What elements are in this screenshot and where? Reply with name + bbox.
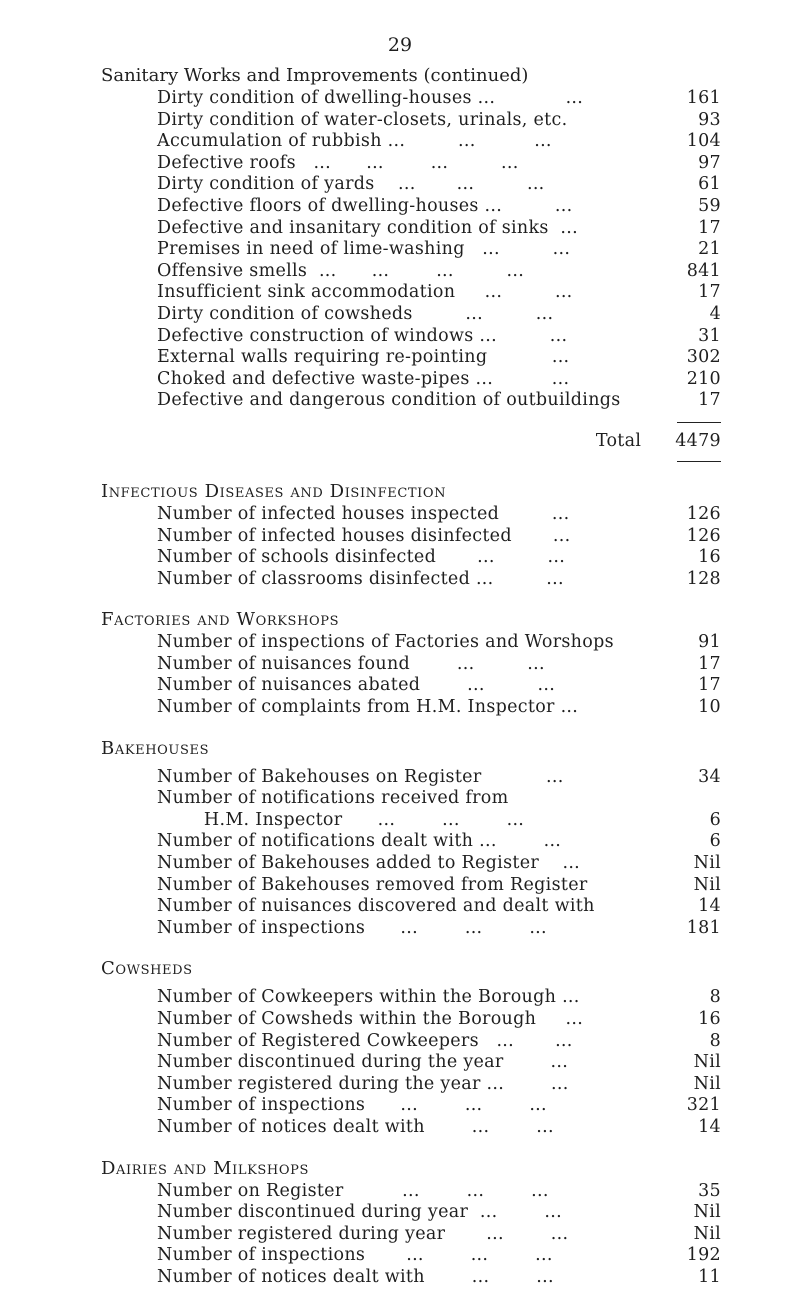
- row-value: 14: [698, 1116, 721, 1137]
- row-label: Number of inspections of Factories and Worshops: [157, 632, 614, 653]
- table-row: [157, 654, 721, 676]
- table-row: [157, 304, 721, 326]
- table-row: [157, 369, 721, 391]
- section-heading-sanitary: Sanitary Works and Improvements (continued): [101, 65, 529, 86]
- row-value: 17: [698, 390, 721, 411]
- table-row: [157, 697, 721, 719]
- row-label: Number of Registered Cowkeepers ... ...: [157, 1030, 573, 1051]
- table-row: [157, 1009, 721, 1031]
- row-label: Number of nuisances found ... ...: [157, 653, 545, 674]
- table-row: [157, 326, 721, 348]
- row-label: Accumulation of rubbish ... ... ...: [157, 131, 552, 152]
- row-value: 126: [686, 503, 721, 524]
- section-heading-infectious: Infectious Diseases and Disinfection: [101, 480, 447, 502]
- row-value: 17: [698, 217, 721, 238]
- row-value: 16: [698, 1009, 721, 1029]
- table-row: [157, 526, 721, 548]
- table-row: [157, 131, 721, 153]
- section-heading-bakehouses: Bakehouses: [101, 737, 210, 759]
- row-label: Offensive smells ... ... ... ...: [157, 260, 525, 281]
- row-value: 91: [698, 632, 721, 653]
- table-row: [157, 347, 721, 369]
- row-label: Number of notices dealt with ... ...: [157, 1116, 554, 1137]
- row-label: Number of Cowkeepers within the Borough ...: [157, 987, 580, 1008]
- row-value: 17: [698, 282, 721, 303]
- table-row: [157, 153, 721, 175]
- row-label: Number of nuisances abated ... ...: [157, 675, 556, 696]
- row-value: 8: [709, 1030, 721, 1051]
- infectious-list: [101, 504, 721, 590]
- row-label: Number of notifications dealt with ... ...: [157, 831, 562, 852]
- row-label: Number of inspections ... ... ...: [157, 1245, 553, 1266]
- row-value: 6: [709, 831, 721, 852]
- row-value: 8: [709, 987, 721, 1008]
- row-label: Number of schools disinfected ... ...: [157, 547, 566, 568]
- total-rule-top: [677, 422, 721, 423]
- table-row: [157, 261, 721, 283]
- total-label: Total: [595, 430, 642, 451]
- row-value: 16: [698, 547, 721, 568]
- table-row: [157, 987, 721, 1009]
- table-row: [157, 1202, 721, 1224]
- row-value: Nil: [693, 1052, 721, 1073]
- cowsheds-list: [101, 987, 721, 1138]
- row-label: Number of Bakehouses added to Register ...: [157, 853, 581, 874]
- row-label: Defective roofs ... ... ... ...: [157, 152, 519, 173]
- table-row: [157, 196, 721, 218]
- row-value: Nil: [693, 1202, 721, 1223]
- section-heading-dairies: Dairies and Milkshops: [101, 1157, 309, 1179]
- page-number: 29: [387, 34, 413, 56]
- row-value: 93: [698, 109, 721, 130]
- table-row: [157, 569, 721, 591]
- row-label: Number on Register ... ... ...: [157, 1180, 549, 1201]
- document-body: [101, 64, 721, 1289]
- row-value: 841: [686, 260, 721, 281]
- row-value: 192: [686, 1245, 721, 1266]
- row-label: Premises in need of lime-washing ... ...: [157, 239, 571, 260]
- table-row: [157, 810, 721, 832]
- row-label: Insufficient sink accommodation ... ...: [157, 282, 573, 303]
- row-value: Nil: [693, 1073, 721, 1094]
- table-row: [157, 788, 721, 810]
- section-heading-factories: Factories and Workshops: [101, 609, 340, 631]
- row-label: Number of classrooms disinfected ... ...: [157, 568, 564, 589]
- row-label: Number of Bakehouses removed from Register: [157, 874, 588, 895]
- table-row: [157, 88, 721, 110]
- dairies-list: [101, 1181, 721, 1289]
- table-row: [157, 896, 721, 918]
- row-value: 97: [698, 152, 721, 173]
- row-value: Nil: [693, 853, 721, 874]
- row-value: 31: [698, 325, 721, 346]
- row-label: Dirty condition of water-closets, urinals, etc.: [157, 109, 568, 130]
- factories-list: [101, 632, 721, 718]
- row-label: Number of Cowsheds within the Borough ...: [157, 1009, 584, 1029]
- row-value: 210: [686, 368, 721, 389]
- table-row: [157, 1267, 721, 1289]
- table-row: [157, 632, 721, 654]
- row-label: Dirty condition of yards ... ... ...: [157, 174, 545, 195]
- total-value: 4479: [675, 430, 721, 451]
- total-row: [101, 431, 721, 451]
- row-value: 11: [698, 1266, 721, 1287]
- table-row: [157, 1074, 721, 1096]
- row-label: Number of Bakehouses on Register ...: [157, 766, 564, 787]
- row-label: Number discontinued during the year ...: [157, 1052, 569, 1073]
- table-row: [157, 767, 721, 789]
- table-row: [157, 1224, 721, 1246]
- table-row: [157, 1245, 721, 1267]
- row-value: 104: [686, 131, 721, 152]
- table-row: [157, 282, 721, 304]
- row-value: 6: [709, 809, 721, 830]
- row-label: Choked and defective waste-pipes ... ...: [157, 368, 570, 389]
- row-value: 17: [698, 653, 721, 674]
- row-label: Number of complaints from H.M. Inspector ...: [157, 697, 579, 718]
- table-row: [157, 918, 721, 940]
- row-label: Number of notices dealt with ... ...: [157, 1266, 554, 1287]
- row-value: 181: [686, 917, 721, 938]
- row-label: Number of notifications received from: [157, 788, 509, 809]
- total-rule-bottom: [677, 461, 721, 462]
- row-value: 321: [686, 1095, 721, 1116]
- table-row: [157, 390, 721, 412]
- row-value: 59: [698, 195, 721, 216]
- row-label: H.M. Inspector ... ... ...: [157, 809, 525, 830]
- row-value: 4: [709, 303, 721, 324]
- table-row: [157, 1181, 721, 1203]
- row-label: Dirty condition of cowsheds ... ...: [157, 303, 554, 324]
- table-row: [157, 1117, 721, 1139]
- row-value: 14: [698, 896, 721, 917]
- table-row: [157, 1031, 721, 1053]
- table-row: [157, 239, 721, 261]
- section-heading-cowsheds: Cowsheds: [101, 958, 193, 980]
- row-label: Dirty condition of dwelling-houses ... ...: [157, 88, 584, 108]
- row-label: Defective floors of dwelling-houses ... ...: [157, 195, 573, 216]
- row-label: Number registered during the year ... ...: [157, 1073, 569, 1094]
- table-row: [157, 110, 721, 132]
- row-value: 126: [686, 525, 721, 546]
- table-row: [157, 831, 721, 853]
- table-row: [157, 675, 721, 697]
- table-row: [157, 218, 721, 240]
- row-value: 61: [698, 174, 721, 195]
- row-value: 34: [698, 766, 721, 787]
- row-label: Number of nuisances discovered and dealt with: [157, 896, 595, 917]
- row-label: Number of inspections ... ... ...: [157, 1095, 547, 1116]
- row-label: Defective construction of windows ... ...: [157, 325, 568, 346]
- row-value: 10: [698, 697, 721, 718]
- row-value: 161: [686, 88, 721, 108]
- table-row: [157, 1095, 721, 1117]
- row-value: 17: [698, 675, 721, 696]
- row-value: Nil: [693, 1223, 721, 1244]
- row-value: 21: [698, 239, 721, 260]
- row-label: Number of infected houses disinfected ...: [157, 525, 571, 546]
- table-row: [157, 504, 721, 526]
- row-label: Defective and insanitary condition of sinks ...: [157, 217, 578, 238]
- row-value: 128: [686, 568, 721, 589]
- row-label: External walls requiring re-pointing ...: [157, 347, 570, 368]
- row-label: Number of inspections ... ... ...: [157, 917, 547, 938]
- row-label: Number registered during year ... ...: [157, 1223, 569, 1244]
- row-label: Number discontinued during year ... ...: [157, 1202, 562, 1223]
- table-row: [157, 1052, 721, 1074]
- table-row: [157, 875, 721, 897]
- table-row: [157, 547, 721, 569]
- sanitary-list: [101, 88, 721, 412]
- row-value: Nil: [693, 874, 721, 895]
- table-row: [157, 853, 721, 875]
- row-value: 302: [686, 347, 721, 368]
- row-value: 35: [698, 1180, 721, 1201]
- table-row: [157, 174, 721, 196]
- row-label: Number of infected houses inspected ...: [157, 503, 570, 524]
- bakehouses-list: [101, 767, 721, 940]
- row-label: Defective and dangerous condition of outbuildings: [157, 390, 621, 411]
